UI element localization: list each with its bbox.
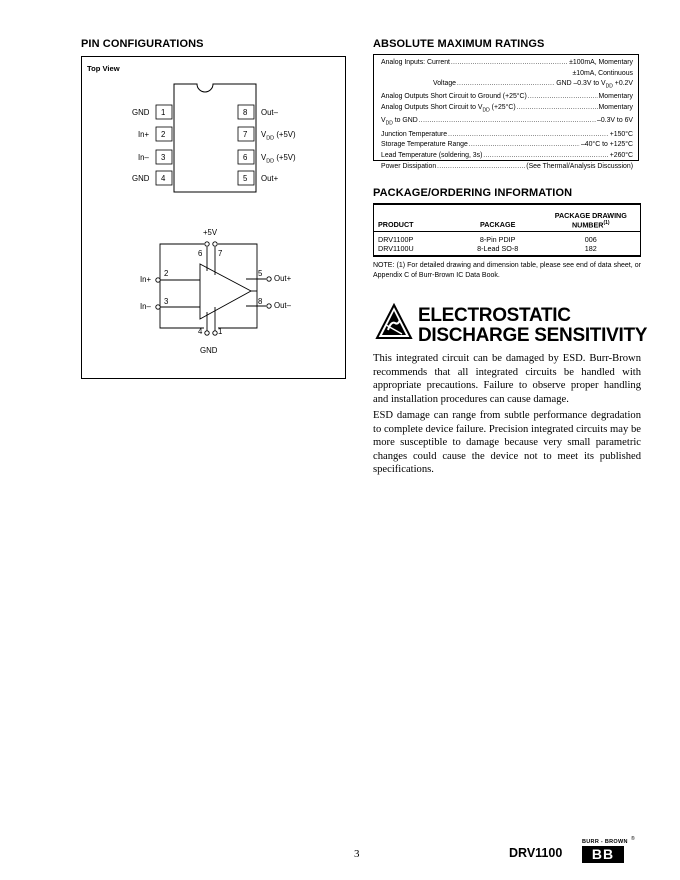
- pin-7-label: $V_{DD}$ (+5V): [261, 130, 296, 142]
- amp-pin-2: 2: [164, 269, 169, 278]
- rating-row: Power Dissipation ..... (See Thermal/Analysis Discussion): [381, 162, 633, 173]
- pin-7-number: 7: [243, 130, 248, 139]
- esd-title: ELECTROSTATIC DISCHARGE SENSITIVITY: [418, 305, 648, 346]
- rating-row: Storage Temperature Range ..... –40°C to +125°C: [381, 140, 633, 151]
- rating-row: ±10mA, Continuous: [572, 69, 633, 77]
- pin-5-number: 5: [243, 174, 248, 183]
- amp-pin-4: 4: [198, 327, 203, 336]
- pin-8-number: 8: [243, 108, 248, 117]
- amp-pin-5: 5: [258, 269, 263, 278]
- burr-brown-logo: BURR - BROWN ® BB: [582, 836, 635, 862]
- pin-8-label: Out–: [261, 108, 278, 117]
- amp-pin-7: 7: [218, 249, 223, 258]
- absolute-maximum-ratings-heading: ABSOLUTE MAXIMUM RATINGS: [373, 38, 545, 50]
- pin-1-label: GND: [132, 108, 150, 117]
- amp-pin-6: 6: [198, 249, 203, 258]
- esd-warning-icon: [375, 303, 413, 341]
- amp-pin-1: 1: [218, 327, 223, 336]
- ratings-box: [373, 54, 639, 171]
- esd-paragraph-2: ESD damage can range from subtle performance degradation to complete device failure. Precision integrated circuits may be more susceptible to damage because very small parametric changes could cause the device not to meet its published specifications.: [373, 410, 641, 476]
- pin-3-label: In–: [138, 153, 149, 162]
- pin-configurations-heading: PIN CONFIGURATIONS: [81, 38, 204, 50]
- pin-2-number: 2: [161, 130, 166, 139]
- rating-row: Analog Inputs: Current ..... ±100mA, Momentary: [381, 58, 633, 69]
- package-table-box: [373, 203, 641, 257]
- part-number: DRV1100: [509, 846, 563, 860]
- pin-configurations-frame: [81, 56, 346, 379]
- in-minus-label: In–: [140, 302, 151, 311]
- out-plus-label: Out+: [274, 274, 292, 283]
- col-drawing: PACKAGE DRAWING NUMBER$^{(1)}$: [554, 210, 627, 229]
- col-package: PACKAGE: [479, 220, 516, 229]
- rating-row: Voltage ..... GND –0.3V to $V_{DD} +0.2V$: [381, 79, 633, 92]
- ground-label: GND: [200, 346, 218, 355]
- page-number: 3: [354, 848, 360, 860]
- esd-paragraph-1: This integrated circuit can be damaged by ESD. Burr-Brown recommends that all integrated circuits be handled with appropriate precautions. Failure to observe proper handling and installation procedures can cause damage.: [373, 353, 641, 405]
- rating-row: Lead Temperature (soldering, 3s) ..... +260°C: [381, 151, 633, 162]
- in-plus-label: In+: [140, 275, 152, 284]
- amp-pin-8: 8: [258, 297, 263, 306]
- pin-1-number: 1: [161, 108, 166, 117]
- pin-2-label: In+: [138, 130, 150, 139]
- pin-4-label: GND: [132, 174, 150, 183]
- rating-row: Analog Outputs Short Circuit to Ground (+25°C) ..... Momentary: [381, 92, 633, 103]
- package-table: [374, 205, 640, 255]
- pin-4-number: 4: [161, 174, 166, 183]
- table-row: DRV1100P 8-Pin PDIP 006: [378, 235, 597, 244]
- table-row: DRV1100U 8-Lead SO-8 182: [378, 244, 597, 253]
- pin-3-number: 3: [161, 153, 166, 162]
- dip-package-diagram: [82, 57, 345, 378]
- rating-row: Analog Outputs Short Circuit to $V_{DD}$ (+25°C) ..... Momentary: [381, 103, 633, 116]
- pin-6-number: 6: [243, 153, 248, 162]
- rating-row: Junction Temperature ..... +150°C: [381, 130, 633, 141]
- amp-pin-3: 3: [164, 297, 169, 306]
- package-ordering-heading: PACKAGE/ORDERING INFORMATION: [373, 187, 573, 199]
- amplifier-schematic: [156, 242, 271, 335]
- out-minus-label: Out–: [274, 301, 291, 310]
- package-note: NOTE: (1) For detailed drawing and dimension table, please see end of data sheet, or Appendix C of Burr-Brown IC Data Book.: [373, 262, 641, 279]
- pin-6-label: $V_{DD}$ (+5V): [261, 153, 296, 165]
- pin-5-label: Out+: [261, 174, 279, 183]
- rating-row: $V_{DD}$ to GND ..... –0.3V to 6V: [381, 116, 633, 129]
- supply-label: +5V: [203, 228, 218, 237]
- col-product: PRODUCT: [378, 220, 414, 229]
- top-view-label: Top View: [87, 64, 120, 73]
